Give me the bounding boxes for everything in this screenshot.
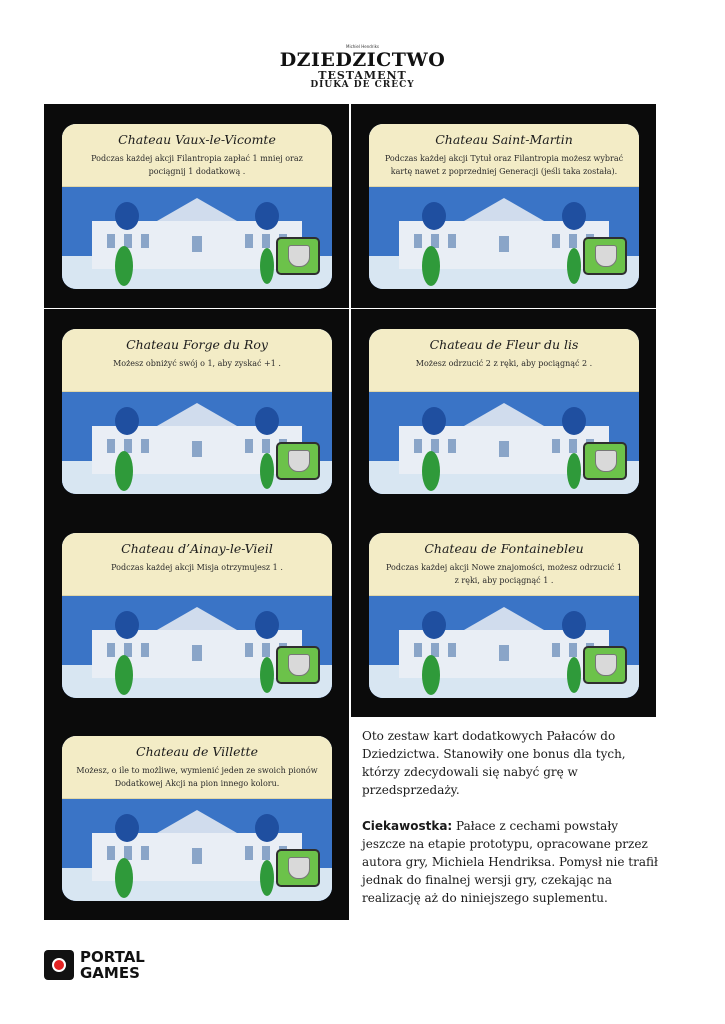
card-description: Możesz, o ile to możliwe, wymienić jeden ze swoich pionów Dodatkowej Akcji na pion innego koloru. — [76, 766, 318, 788]
card-cell-2 — [351, 104, 656, 308]
card-title: Chateau de Fontainebleu — [424, 541, 584, 556]
card-description: Podczas każdej akcji Filantropia zapłać 1 mniej oraz pociągnij 1 dodatkową . — [91, 154, 303, 176]
intro-text — [362, 727, 662, 925]
shield-icon — [595, 450, 617, 472]
card-description: Możesz obniżyć swój o 1, aby zyskać +1 . — [113, 359, 281, 368]
card-cell-5 — [44, 513, 349, 717]
palace-badge — [583, 237, 627, 275]
palace-card — [62, 736, 332, 901]
palace-card — [369, 533, 639, 698]
palace-badge — [583, 442, 627, 480]
palace-card — [62, 329, 332, 494]
card-cell-3 — [44, 309, 349, 513]
shield-icon — [288, 450, 310, 472]
card-cell-7 — [44, 716, 349, 920]
publisher-name: PORTAL GAMES — [80, 948, 145, 982]
card-title: Chateau Saint-Martin — [435, 132, 573, 147]
card-description: Podczas każdej akcji Tytuł oraz Filantropia możesz wybrać kartę nawet z poprzedniej Generacji (jeśli taka została). — [384, 154, 624, 176]
shield-icon — [595, 654, 617, 676]
portal-logo-icon — [44, 950, 74, 980]
fact-label: Ciekawostka: — [362, 819, 453, 833]
logo-subtitle-2: DIUKA DE CRÉCY — [310, 80, 415, 90]
palace-badge — [276, 442, 320, 480]
card-cell-4 — [351, 309, 656, 513]
logo-subtitle-1: TESTAMENT — [318, 69, 407, 82]
palace-card — [62, 533, 332, 698]
shield-icon — [288, 654, 310, 676]
intro-paragraph: Oto zestaw kart dodatkowych Pałaców do Dziedzictwa. Stanowiły one bonus dla tych, którzy zdecydowali się nabyć grę w przedsprzedaży. — [362, 729, 626, 797]
palace-badge — [583, 646, 627, 684]
palace-badge — [276, 646, 320, 684]
card-title: Chateau Forge du Roy — [126, 337, 268, 352]
card-cell-1 — [44, 104, 349, 308]
logo-title: DZIEDZICTWO — [279, 49, 446, 71]
shield-icon — [288, 245, 310, 267]
card-title: Chateau d’Ainay-le-Vieil — [121, 541, 273, 556]
card-title: Chateau de Fleur du lis — [429, 337, 579, 352]
palace-card — [369, 329, 639, 494]
card-description: Podczas każdej akcji Misja otrzymujesz 1 . — [111, 563, 283, 572]
palace-card — [62, 124, 332, 289]
card-description: Możesz odrzucić 2 z ręki, aby pociągnąć 2 . — [415, 359, 593, 368]
fact-body: Pałace z cechami powstały jeszcze na etapie prototypu, opracowane przez autora gry, Michiela Hendriksa. Pomysł nie trafił jednak do finalnej wersji gry, czekając na realizację aż do niniejszego suplementu. — [362, 819, 658, 905]
card-title: Chateau de Villette — [136, 744, 258, 759]
game-logo — [0, 44, 725, 90]
card-description: Podczas każdej akcji Nowe znajomości, możesz odrzucić 1 z ręki, aby pociągnąć 1 . — [385, 563, 622, 585]
card-title: Chateau Vaux-le-Vicomte — [118, 132, 276, 147]
shield-icon — [595, 245, 617, 267]
author-name: Michiel Hendriks — [346, 44, 379, 49]
palace-card — [369, 124, 639, 289]
fact-paragraph — [362, 817, 662, 907]
palace-badge — [276, 849, 320, 887]
card-cell-6 — [351, 513, 656, 717]
palace-badge — [276, 237, 320, 275]
shield-icon — [288, 857, 310, 879]
